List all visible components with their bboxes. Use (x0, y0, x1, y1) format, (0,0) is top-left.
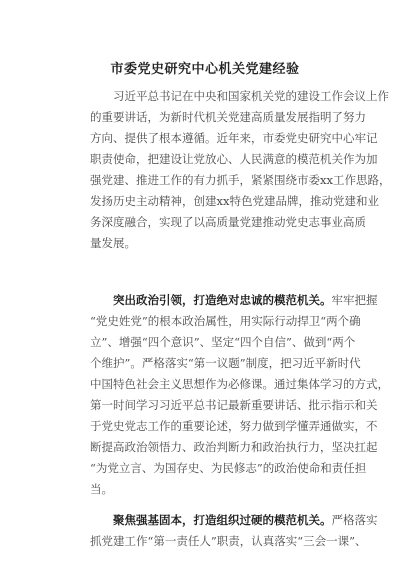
text-line: 中国特色社会主义思想作为必修课。通过集体学习的方式， (90, 377, 389, 391)
text-line: “党史姓党”的根本政治属性，用实际行动捍卫“两个确 (90, 314, 361, 328)
text-line: 于党史党志工作的重要论述，努力做到学懂弄通做实，不 (90, 419, 378, 433)
text-line: 强党建、推进工作的有力抓手，紧紧围绕市委xx工作思路， (90, 173, 391, 187)
paragraph-political-leadership (90, 290, 389, 500)
text-fragment: 严格落实 (331, 513, 378, 527)
section-heading: 聚焦强基固本，打造组织过硬的模范机关。 (113, 513, 332, 527)
text-line: 个维护”。严格落实“第一议题”制度，把习近平新时代 (90, 356, 361, 370)
text-line: 职责使命，把建设让党放心、人民满意的模范机关作为加 (90, 152, 378, 166)
document-title: 市委党史研究中心机关党建经验 (110, 62, 300, 77)
text-line: 发扬历史主动精神，创建xx特色党建品牌，推动党建和业 (90, 194, 379, 208)
paragraph-intro (90, 86, 391, 254)
text-line: 的重要讲话，为新时代机关党建高质量发展指明了努力 (90, 110, 366, 124)
text-line: 习近平总书记在中央和国家机关党的建设工作会议上作 (113, 89, 389, 103)
text-line: 抓党建工作“第一责任人”职责，认真落实“三会一课”、 (90, 534, 367, 548)
text-line: 量发展。 (90, 236, 136, 250)
text-line: 当。 (90, 482, 113, 496)
text-fragment: 牢牢把握 (331, 293, 378, 307)
text-line: 务深度融合，实现了以高质量党建推动党史志事业高质 (90, 215, 366, 229)
text-line (90, 290, 378, 311)
text-line: “为党立言、为国存史、为民修志”的政治使命和责任担 (90, 461, 367, 475)
paragraph-organization (90, 510, 378, 552)
text-line: 断提高政治领悟力、政治判断力和政治执行力，坚决扛起 (90, 440, 378, 454)
text-line: 第一时间学习习近平总书记最新重要讲话、批示指示和关 (90, 398, 378, 412)
text-line (90, 510, 378, 531)
text-line: 方向、提供了根本遵循。近年来，市委党史研究中心牢记 (90, 131, 378, 145)
section-heading: 突出政治引领，打造绝对忠诚的模范机关。 (113, 293, 332, 307)
text-line: 立”、增强“四个意识”、坚定“四个自信”、做到“两个 (90, 335, 356, 349)
